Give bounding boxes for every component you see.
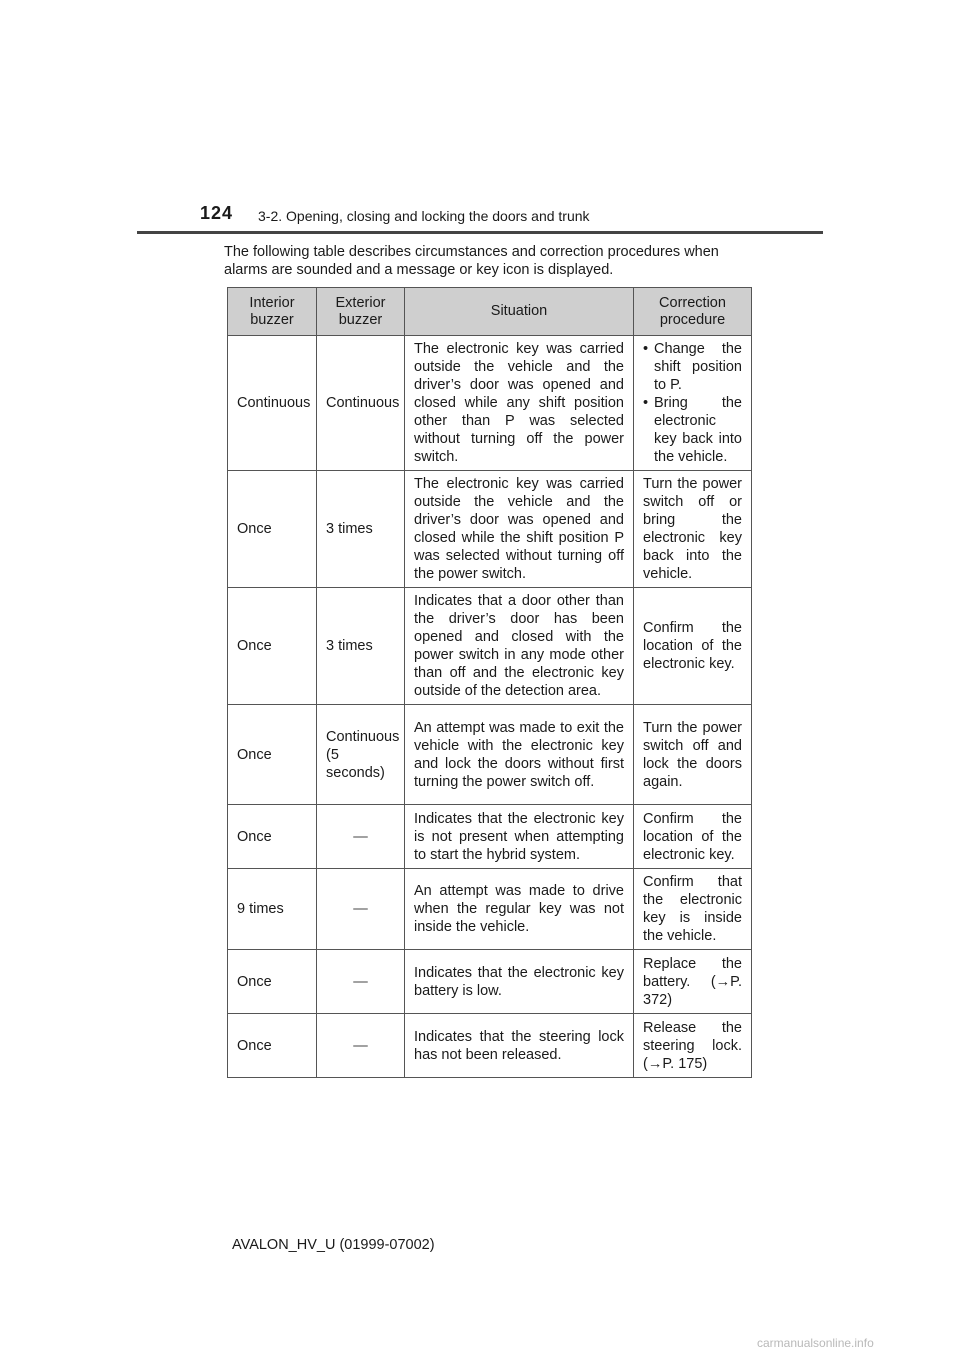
situation-cell: Indicates that the steering lock has not been released. — [405, 1014, 634, 1078]
exterior-buzzer-cell: — — [317, 805, 405, 869]
correction-cell: Release the steering lock. (→P. 175) — [634, 1014, 752, 1078]
situation-cell: Indicates that a door other than the driver’s door has been opened and closed with the power switch in any mode other than off and the electronic key outside of the detection area. — [405, 588, 634, 705]
footer-document-code: AVALON_HV_U (01999-07002) — [232, 1237, 435, 1253]
situation-cell: Indicates that the electronic key battery is low. — [405, 950, 634, 1014]
correction-cell: Replace the battery. (→P. 372) — [634, 950, 752, 1014]
interior-buzzer-cell: Continuous — [228, 336, 317, 471]
correction-bullet-list — [643, 340, 742, 466]
situation-cell: The electronic key was carried outside the vehicle and the driver’s door was opened and closed while the shift position P was selected without turning off the power switch. — [405, 471, 634, 588]
correction-cell: Turn the power switch off or bring the electronic key back into the vehicle. — [634, 471, 752, 588]
exterior-buzzer-cell: 3 times — [317, 471, 405, 588]
exterior-buzzer-cell: — — [317, 1014, 405, 1078]
correction-cell: Turn the power switch off and lock the doors again. — [634, 705, 752, 805]
section-title: 3-2. Opening, closing and locking the doors and trunk — [258, 208, 590, 224]
table-row — [228, 336, 752, 471]
watermark: carmanualsonline.info — [757, 1336, 874, 1350]
interior-buzzer-cell: Once — [228, 1014, 317, 1078]
header-correction-procedure: Correction procedure — [634, 288, 752, 336]
interior-buzzer-cell: Once — [228, 471, 317, 588]
correction-cell: Confirm the location of the electronic key. — [634, 588, 752, 705]
table-row — [228, 869, 752, 950]
table-row — [228, 588, 752, 705]
exterior-buzzer-cell: — — [317, 869, 405, 950]
situation-cell: An attempt was made to drive when the regular key was not inside the vehicle. — [405, 869, 634, 950]
interior-buzzer-cell: Once — [228, 950, 317, 1014]
exterior-buzzer-cell: — — [317, 950, 405, 1014]
interior-buzzer-cell: 9 times — [228, 869, 317, 950]
interior-buzzer-cell: Once — [228, 588, 317, 705]
intro-paragraph: The following table describes circumstances and correction procedures when alarms are sounded and a message or key icon is displayed. — [224, 244, 719, 278]
table-row — [228, 705, 752, 805]
table-header-row — [228, 288, 752, 336]
page-number: 124 — [200, 203, 234, 223]
correction-bullet: • Bring the electronic key back into the vehicle. — [643, 394, 742, 466]
correction-cell: Confirm the location of the electronic key. — [634, 805, 752, 869]
header-interior-buzzer: Interior buzzer — [228, 288, 317, 336]
header-divider — [137, 231, 823, 234]
header-exterior-buzzer: Exterior buzzer — [317, 288, 405, 336]
correction-cell — [634, 336, 752, 471]
table-row — [228, 805, 752, 869]
correction-bullet: • Change the shift position to P. — [643, 340, 742, 394]
interior-buzzer-cell: Once — [228, 705, 317, 805]
exterior-buzzer-cell: 3 times — [317, 588, 405, 705]
header-situation: Situation — [405, 288, 634, 336]
table-row — [228, 1014, 752, 1078]
correction-cell: Confirm that the electronic key is inside the vehicle. — [634, 869, 752, 950]
exterior-buzzer-cell: Continuous (5 seconds) — [317, 705, 405, 805]
table-row — [228, 471, 752, 588]
situation-cell: The electronic key was carried outside the vehicle and the driver’s door was opened and closed while any shift position other than P was selected without turning off the power switch. — [405, 336, 634, 471]
situation-cell: Indicates that the electronic key is not present when attempting to start the hybrid system. — [405, 805, 634, 869]
interior-buzzer-cell: Once — [228, 805, 317, 869]
situation-cell: An attempt was made to exit the vehicle with the electronic key and lock the doors without first turning the power switch off. — [405, 705, 634, 805]
table-row — [228, 950, 752, 1014]
alarm-table — [227, 287, 752, 1078]
exterior-buzzer-cell: Continuous — [317, 336, 405, 471]
